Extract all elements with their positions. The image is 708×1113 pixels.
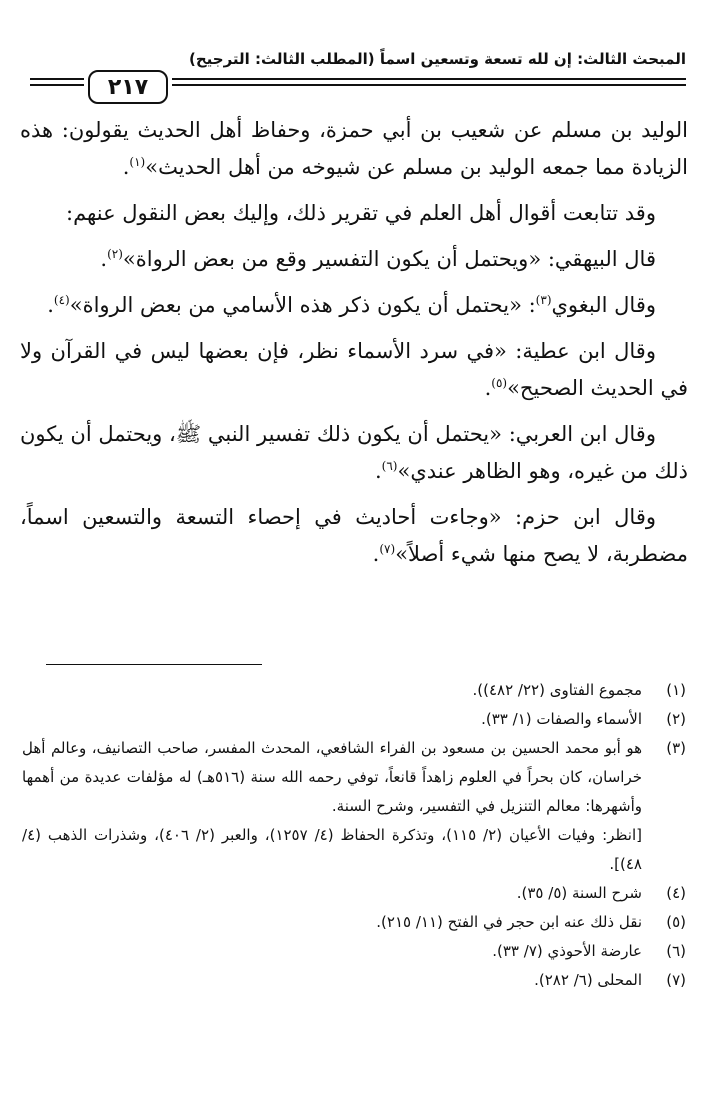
- paragraph: وقال ابن حزم: «وجاءت أحاديث في إحصاء التسعة والتسعين اسماً، مضطربة، لا يصح منها شيء أصلاً»$^{(٧)}$.: [20, 505, 688, 566]
- footnote: (٧) المحلى (٦/ ٢٨٢).: [534, 971, 686, 989]
- paragraph: وقد تتابعت أقوال أهل العلم في تقرير ذلك، وإليك بعض النقول عنهم:: [66, 201, 656, 225]
- page-number: ٢١٧: [88, 70, 168, 104]
- footnote-separator: [46, 664, 262, 665]
- paragraph: وقال ابن العربي: «يحتمل أن يكون ذلك تفسير النبي ﷺ، ويحتمل أن يكون ذلك من غيره، وهو الظاهر عندي»$^{(٦)}$.: [20, 422, 688, 483]
- header-rule: [172, 84, 686, 86]
- main-text: [20, 112, 688, 582]
- page-header: [22, 40, 686, 98]
- footnote-ref: (٤): [53, 293, 70, 307]
- footnote-ref: (٣): [535, 293, 552, 307]
- footnote: (٢) الأسماء والصفات (١/ ٣٣).: [481, 710, 686, 728]
- footnote-ref: (٦): [381, 459, 398, 473]
- footnote: (٤) شرح السنة (٥/ ٣٥).: [516, 884, 686, 902]
- footnote: (٥) نقل ذلك عنه ابن حجر في الفتح (١١/ ٢١٥).: [376, 913, 686, 931]
- paragraph: وقال ابن عطية: «في سرد الأسماء نظر، فإن بعضها ليس في القرآن ولا في الحديث الصحيح»$^{(٥)}$.: [20, 339, 688, 400]
- footnote: (١) مجموع الفتاوى (٢٢/ ٤٨٢)).: [472, 681, 686, 699]
- paragraph: الوليد بن مسلم عن شعيب بن أبي حمزة، وحفاظ أهل الحديث يقولون: هذه الزيادة مما جمعه الوليد بن مسلم عن شيوخه من أهل الحديث»$^{(١)}$.: [20, 118, 688, 179]
- footnote: (٣) هو أبو محمد الحسين بن مسعود بن الفراء الشافعي، المحدث المفسر، صاحب التصانيف، وعالم أهل خراسان، كان بحراً في العلوم زاهداً قانعاً، توفي رحمه الله سنة (٥١٦هـ) له مؤلفات عديدة من أهمها وأشهرها: معالم التنزيل في التفسير، وشرح السنة.: [22, 739, 686, 815]
- footnotes: [22, 676, 686, 995]
- footnote-ref: (١): [129, 155, 146, 169]
- header-rule: [30, 78, 84, 80]
- header-rule: [172, 78, 686, 80]
- header-rule: [30, 84, 84, 86]
- footnote-ref: (٥): [491, 376, 508, 390]
- paragraph: وقال البغوي$^{(٣)}$: «يحتمل أن يكون ذكر هذه الأسامي من بعض الرواة»$^{(٤)}$.: [47, 293, 656, 317]
- footnote-continuation: [انظر: وفيات الأعيان (٢/ ١١٥)، وتذكرة الحفاظ (٤/ ١٢٥٧)، والعبر (٢/ ٤٠٦)، وشذرات الذهب (٤/ ٤٨)].: [22, 826, 642, 873]
- running-head: المبحث الثالث: إن لله تسعة وتسعين اسماً (المطلب الثالث: الترجيح): [189, 50, 686, 68]
- footnote-ref: (٢): [107, 247, 123, 261]
- paragraph: قال البيهقي: «ويحتمل أن يكون التفسير وقع من بعض الرواة»$^{(٢)}$.: [100, 247, 656, 271]
- footnote-ref: (٧): [379, 542, 396, 556]
- footnote: (٦) عارضة الأحوذي (٧/ ٣٣).: [492, 942, 686, 960]
